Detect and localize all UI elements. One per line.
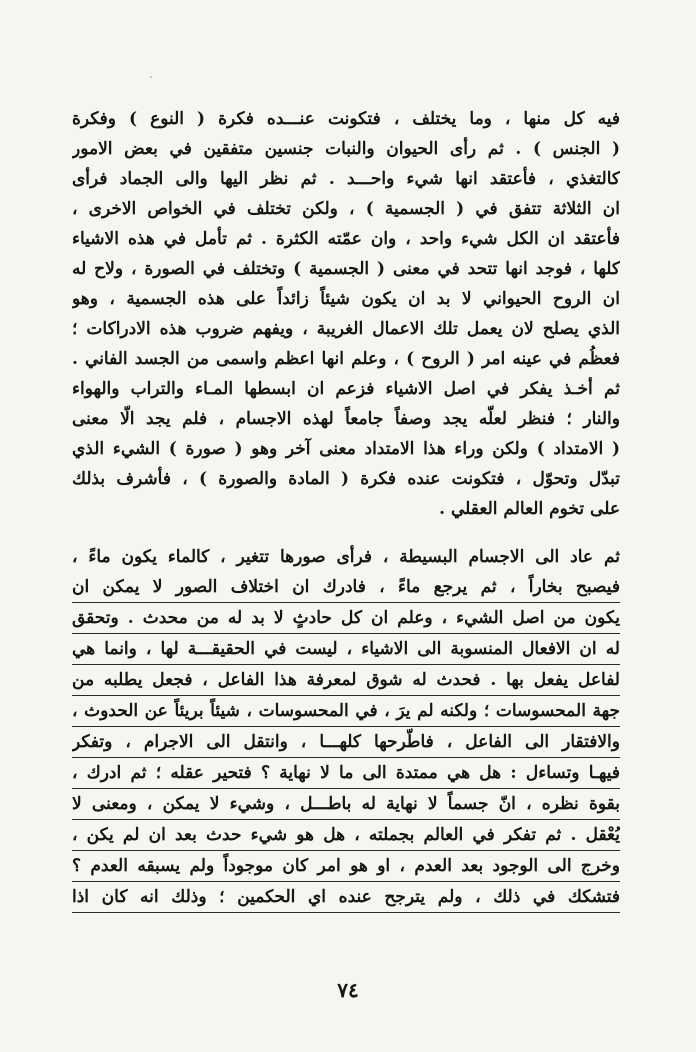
text-line: والنار ؛ فنظر لعلّه يجد وصفاً جامعاً لهذه الاجسام ، فلم يجد الّا معنى [72,409,620,429]
text-line: ان الروح الحيواني لا بد ان يكون شيئاً زائداً على هذه الجسمية ، وهو [72,289,620,309]
text-line-underlined: فيصبح بخاراً ، ثم يرجع ماءً ، فادرك ان اختلاف الصور لا يمكن ان [72,572,620,603]
text-line-underlined: وخرج الى الوجود بعد العدم ، او هو امر كان موجوداً ولم يسبقه العدم ؟ [72,851,620,882]
text-line: ( الجنس ) . ثم رأى الحيوان والنبات جنسين متفقين في بعض الامور [72,139,620,159]
text-line: فأعتقد ان الكل شيء واحد ، وان عمّته الكثرة . ثم تأمل في هذه الاشياء [72,229,620,249]
text-line: ( الامتداد ) ولكن وراء هذا الامتداد معنى آخر وهو ( صورة ) الشيء الذي [72,439,620,459]
text-line: فيه كل منها ، وما يختلف ، فتكونت عنـــده فكرة ( النوع ) وفكرة [72,109,620,129]
text-line-underlined: لفاعل يفعل بها . فحدث له شوق لمعرفة هذا الفاعل ، فجعل يطلبه من [72,665,620,696]
text-line: كالتغذي ، فأعتقد انها شيء واحـــد . ثم نظر اليها والى الجماد فرأى [72,169,620,189]
text-line-underlined: فيهـا وتساءل : هل هي ممتدة الى ما لا نهاية ؟ فتحير عقله ؛ ثم ادرك ، [72,758,620,789]
text-line-underlined: يُعْقل . ثم تفكر في العالم بجملته ، هل هو شيء حدث بعد ان لم يكن ، [72,820,620,851]
paragraph-1 [72,104,620,524]
text-line: كلها ، فوجد انها تتحد في معنى ( الجسمية ) وتختلف في الصورة ، ولاح له [72,259,620,279]
text-line-underlined: له ان الافعال المنسوبة الى الاشياء ، ليست في الحقيقـــة لها ، وانما هي [72,634,620,665]
text-line-underlined: بقوة نظره ، انّ جسماً لا نهاية له باطـــل ، وشيء لا يمكن ، ومعنى لا [72,789,620,820]
text-line: فعظُم في عينه امر ( الروح ) ، وعلم انها اعظم واسمى من الجسد الفاني . [72,349,620,369]
text-line-underlined: فتشكك في ذلك ، ولم يترجح عنده اي الحكمين ؛ وذلك انه كان اذا [72,882,620,913]
paragraph-2 [72,542,620,913]
text-line: على تخوم العالم العقلي . [439,499,620,519]
paragraph-gap [72,524,620,542]
text-line-underlined: يكون من اصل الشيء ، وعلم ان كل حادثٍ لا بد له من محدث . وتحقق [72,603,620,634]
text-line: الذي يصلح لان يعمل تلك الاعمال الغريبة ، ويفهم ضروب هذه الادراكات ؛ [72,319,620,339]
text-line: ان الثلاثة تتفق في ( الجسمية ) ، ولكن تختلف في الخواص الاخرى ، [72,199,620,219]
body-text [72,104,620,913]
text-line: تبدّل وتحوّل ، فتكونت عنده فكرة ( المادة والصورة ) ، فأشرف بذلك [72,469,620,489]
text-line: ثم عاد الى الاجسام البسيطة ، فرأى صورها تتغير ، كالماء يكون ماءً ، [72,547,620,567]
text-line-underlined: جهة المحسوسات ؛ ولكنه لم يرَ ، في المحسوسات ، شيئاً بريئاً عن الحدوث ، [72,696,620,727]
text-line: ثم أخـذ يفكر في اصل الاشياء فزعم ان ابسطها المـاء والتراب والهواء [72,379,620,399]
text-line-underlined: والافتقار الى الفاعل ، فاطّرحها كلهـــا ، وانتقل الى الاجرام ، وتفكر [72,727,620,758]
page-number: ٧٤ [337,978,359,1002]
paper-speck [150,76,152,78]
